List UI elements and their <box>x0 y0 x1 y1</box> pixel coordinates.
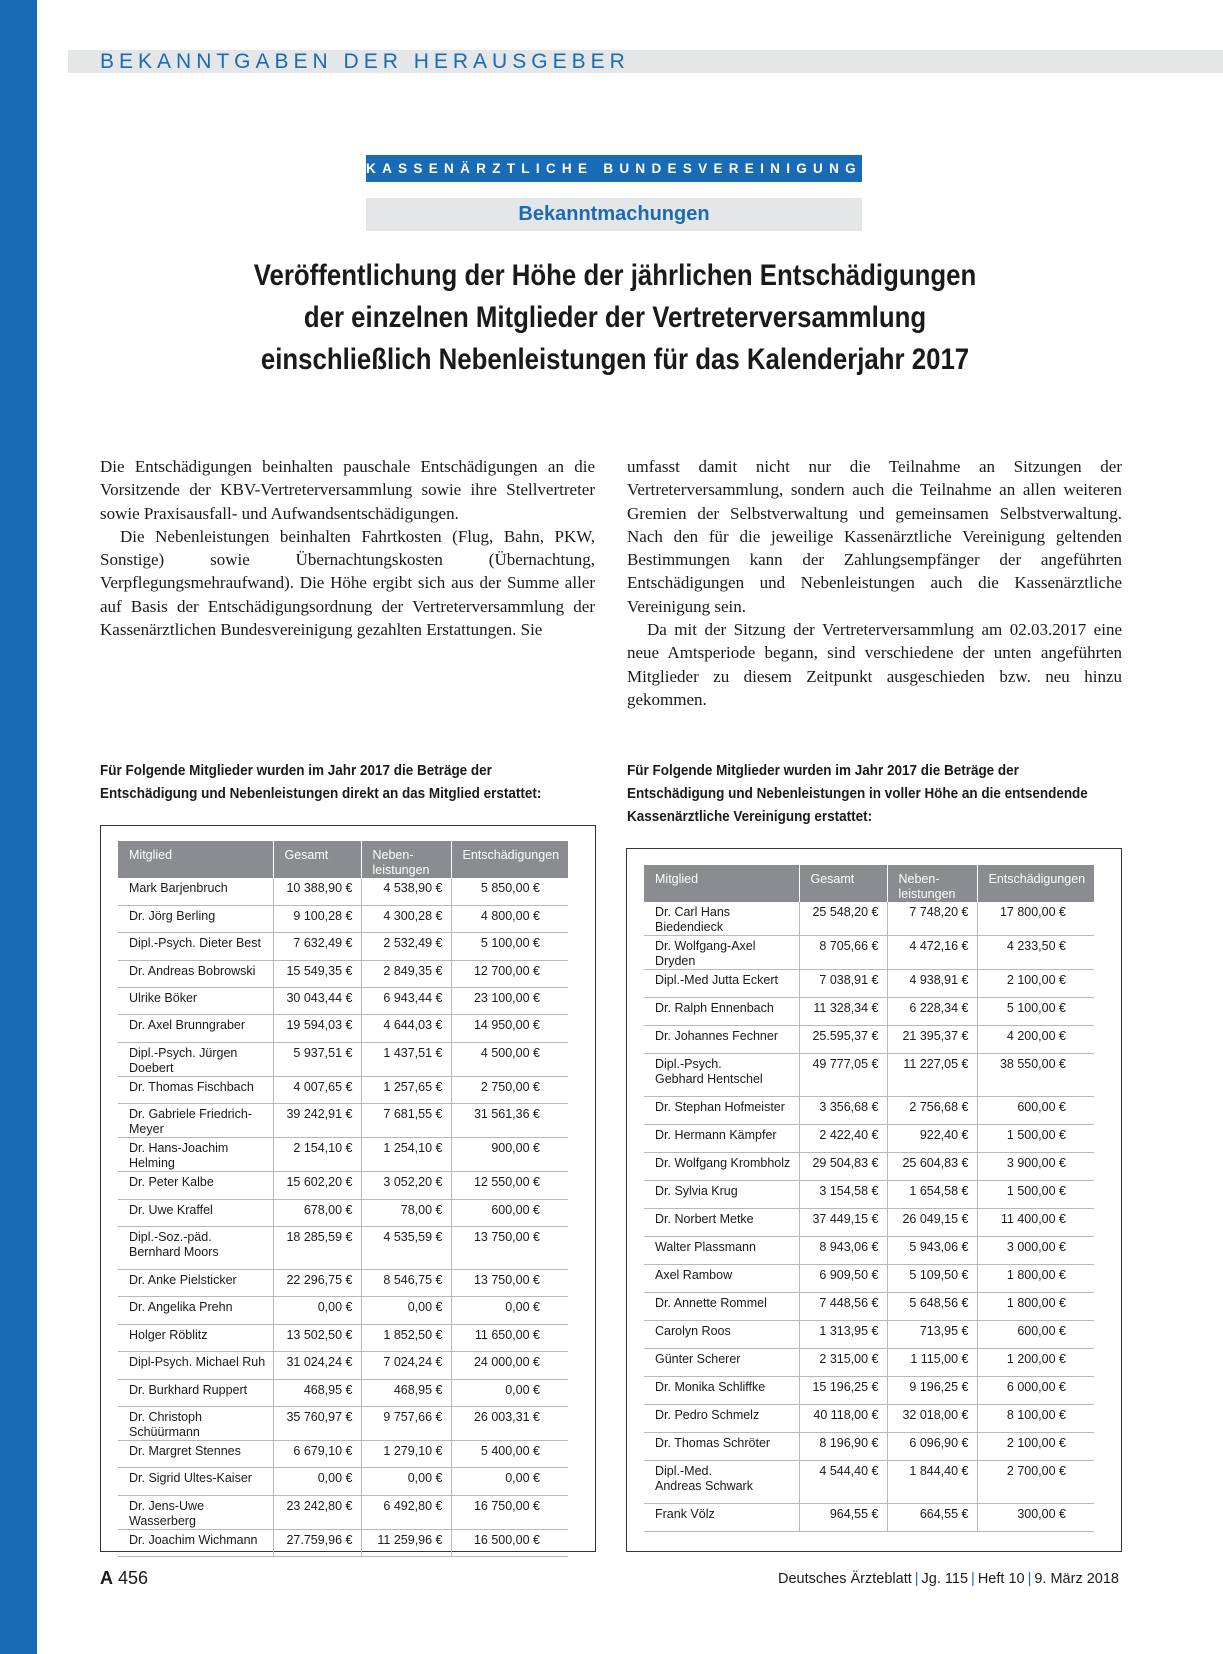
side-services-cell: 4 472,16 € <box>887 936 977 970</box>
table-row <box>644 970 1094 998</box>
compensation-cell: 2 100,00 € <box>977 1433 1094 1461</box>
column-header-side-services: Neben- leistungen <box>361 841 451 878</box>
category-band: Bekanntmachungen <box>366 198 862 231</box>
member-name-cell: Frank Völz <box>644 1504 799 1532</box>
member-name-cell: Dr. Axel Brunngraber <box>118 1015 273 1042</box>
member-name-cell: Dr. Wolfgang-Axel Dryden <box>644 936 799 970</box>
side-services-cell: 664,55 € <box>887 1504 977 1532</box>
total-cell: 25 548,20 € <box>799 902 887 936</box>
journal-volume: Jg. 115 <box>921 1571 969 1587</box>
table-row <box>118 1015 568 1042</box>
journal-footer <box>778 1571 1119 1587</box>
total-cell: 23 242,80 € <box>273 1495 361 1529</box>
separator: | <box>1027 1571 1032 1587</box>
column-header-total: Gesamt <box>799 865 887 902</box>
side-services-cell: 2 756,68 € <box>887 1097 977 1125</box>
compensation-cell: 6 000,00 € <box>977 1377 1094 1405</box>
member-name-cell: Holger Röblitz <box>118 1324 273 1351</box>
compensation-cell: 4 233,50 € <box>977 936 1094 970</box>
member-name-cell: Axel Rambow <box>644 1265 799 1293</box>
table-row <box>644 1504 1094 1532</box>
table-row <box>644 936 1094 970</box>
table-row <box>644 1349 1094 1377</box>
title-line: Veröffentlichung der Höhe der jährlichen Entschädigungen <box>253 259 977 292</box>
page-number-value: 456 <box>118 1568 149 1588</box>
compensation-cell: 600,00 € <box>451 1199 568 1226</box>
total-cell: 35 760,97 € <box>273 1406 361 1440</box>
total-cell: 25.595,37 € <box>799 1026 887 1054</box>
side-services-cell: 1 654,58 € <box>887 1181 977 1209</box>
member-name-cell: Dr. Margret Stennes <box>118 1440 273 1467</box>
compensation-cell: 5 850,00 € <box>451 878 568 905</box>
table-row <box>118 878 568 905</box>
member-name-cell: Dipl.-Med Jutta Eckert <box>644 970 799 998</box>
side-services-cell: 7 681,55 € <box>361 1104 451 1138</box>
compensation-cell: 1 800,00 € <box>977 1293 1094 1321</box>
compensation-cell: 600,00 € <box>977 1321 1094 1349</box>
member-name-cell: Dipl-Psych. Michael Ruh <box>118 1352 273 1379</box>
side-services-cell: 26 049,15 € <box>887 1209 977 1237</box>
total-cell: 7 038,91 € <box>799 970 887 998</box>
member-name-cell: Dr. Thomas Schröter <box>644 1433 799 1461</box>
compensation-cell: 300,00 € <box>977 1504 1094 1532</box>
total-cell: 31 024,24 € <box>273 1352 361 1379</box>
side-services-cell: 5 648,56 € <box>887 1293 977 1321</box>
table-row <box>118 1468 568 1495</box>
member-name-cell: Dr. Hans-Joachim Helming <box>118 1138 273 1172</box>
side-services-cell: 4 300,28 € <box>361 905 451 932</box>
member-name-cell: Dr. Peter Kalbe <box>118 1172 273 1199</box>
side-services-cell: 5 109,50 € <box>887 1265 977 1293</box>
table-row <box>118 1352 568 1379</box>
member-name-cell: Dipl.-Psych. Dieter Best <box>118 933 273 960</box>
member-name-cell: Ulrike Böker <box>118 988 273 1015</box>
total-cell: 0,00 € <box>273 1297 361 1324</box>
side-services-cell: 713,95 € <box>887 1321 977 1349</box>
total-cell: 39 242,91 € <box>273 1104 361 1138</box>
table-row <box>118 1138 568 1172</box>
compensation-cell: 1 500,00 € <box>977 1181 1094 1209</box>
table-row <box>644 1054 1094 1097</box>
table-row <box>644 1026 1094 1054</box>
side-services-cell: 468,95 € <box>361 1379 451 1406</box>
total-cell: 8 196,90 € <box>799 1433 887 1461</box>
compensation-cell: 13 750,00 € <box>451 1227 568 1270</box>
side-services-cell: 6 228,34 € <box>887 998 977 1026</box>
total-cell: 49 777,05 € <box>799 1054 887 1097</box>
compensation-table-direct <box>118 841 568 1557</box>
side-services-cell: 0,00 € <box>361 1468 451 1495</box>
member-name-cell: Dr. Annette Rommel <box>644 1293 799 1321</box>
side-services-cell: 1 844,40 € <box>887 1461 977 1504</box>
member-name-cell: Dr. Jens-Uwe Wasserberg <box>118 1495 273 1529</box>
compensation-cell: 24 000,00 € <box>451 1352 568 1379</box>
compensation-cell: 4 200,00 € <box>977 1026 1094 1054</box>
member-name-cell: Dr. Uwe Kraffel <box>118 1199 273 1226</box>
total-cell: 6 909,50 € <box>799 1265 887 1293</box>
side-services-cell: 1 115,00 € <box>887 1349 977 1377</box>
table-right-body <box>644 902 1094 1532</box>
table-row <box>644 1461 1094 1504</box>
table-row <box>118 1297 568 1324</box>
member-name-cell: Mark Barjenbruch <box>118 878 273 905</box>
member-name-cell: Dr. Thomas Fischbach <box>118 1076 273 1103</box>
compensation-cell: 8 100,00 € <box>977 1405 1094 1433</box>
total-cell: 4 544,40 € <box>799 1461 887 1504</box>
compensation-cell: 17 800,00 € <box>977 902 1094 936</box>
table-row <box>118 933 568 960</box>
table-row <box>118 1042 568 1076</box>
total-cell: 30 043,44 € <box>273 988 361 1015</box>
side-services-cell: 32 018,00 € <box>887 1405 977 1433</box>
journal-issue: Heft 10 <box>977 1571 1025 1587</box>
side-services-cell: 3 052,20 € <box>361 1172 451 1199</box>
total-cell: 964,55 € <box>799 1504 887 1532</box>
member-name-cell: Dipl.-Psych. Gebhard Hentschel <box>644 1054 799 1097</box>
body-paragraph: Die Entschädigungen beinhalten pauschale Entschädigungen an die Vorsitzende der KBV-Vertreterversammlung sowie ihre Stellvertreter sowie Praxisausfall- und Aufwandsentschädigungen. <box>100 457 595 523</box>
page-prefix: A <box>100 1568 113 1588</box>
section-header: BEKANNTGABEN DER HERAUSGEBER <box>100 50 630 73</box>
side-services-cell: 11 259,96 € <box>361 1529 451 1556</box>
compensation-cell: 12 700,00 € <box>451 960 568 987</box>
side-services-cell: 7 748,20 € <box>887 902 977 936</box>
total-cell: 4 007,65 € <box>273 1076 361 1103</box>
total-cell: 29 504,83 € <box>799 1153 887 1181</box>
compensation-cell: 4 800,00 € <box>451 905 568 932</box>
side-services-cell: 6 096,90 € <box>887 1433 977 1461</box>
member-name-cell: Dr. Angelika Prehn <box>118 1297 273 1324</box>
member-name-cell: Dr. Anke Pielsticker <box>118 1270 273 1297</box>
member-name-cell: Dr. Burkhard Ruppert <box>118 1379 273 1406</box>
side-services-cell: 1 279,10 € <box>361 1440 451 1467</box>
side-services-cell: 4 938,91 € <box>887 970 977 998</box>
left-color-bar <box>0 0 37 1654</box>
total-cell: 7 448,56 € <box>799 1293 887 1321</box>
table-row <box>644 998 1094 1026</box>
table-row <box>118 1495 568 1529</box>
side-services-cell: 0,00 € <box>361 1297 451 1324</box>
table-row <box>118 1172 568 1199</box>
member-name-cell: Dr. Sylvia Krug <box>644 1181 799 1209</box>
total-cell: 3 356,68 € <box>799 1097 887 1125</box>
member-name-cell: Dr. Norbert Metke <box>644 1209 799 1237</box>
side-services-cell: 21 395,37 € <box>887 1026 977 1054</box>
table-row <box>644 1153 1094 1181</box>
member-name-cell: Dr. Johannes Fechner <box>644 1026 799 1054</box>
total-cell: 7 632,49 € <box>273 933 361 960</box>
member-name-cell: Dr. Ralph Ennenbach <box>644 998 799 1026</box>
body-paragraph-continued: Die Nebenleistungen beinhalten Fahrtkosten (Flug, Bahn, PKW, Sonstige) sowie Übernachtungskosten (Übernachtung, Verpflegungsmehraufwand). Die Höhe ergibt sich aus der Summe aller auf Basis der Entschädigungsordnung der Vertreterversammlung der Kassenärztlichen Bundesvereinigung gezahlten Erstattungen. Sie <box>100 526 595 640</box>
table-row <box>118 905 568 932</box>
organization-band: KASSENÄRZTLICHE BUNDESVEREINIGUNG <box>366 155 862 182</box>
column-header-compensation: Entschädigungen <box>451 841 568 878</box>
total-cell: 22 296,75 € <box>273 1270 361 1297</box>
compensation-cell: 5 100,00 € <box>977 998 1094 1026</box>
body-paragraph-continuation: umfasst damit nicht nur die Teilnahme an Sitzungen der Vertreterversammlung, sondern auch die Teilnahme an allen weiteren Gremien der Selbstverwaltung und gemeinsamen Selbstverwaltung. Nach den für die jeweilige Kassenärztliche Vereinigung geltenden Bestimmungen kann der Zahlungsempfänger der angeführten Entschädigungen und Nebenleistungen auch die Kassenärztliche Vereinigung sein. <box>627 457 1122 616</box>
total-cell: 40 118,00 € <box>799 1405 887 1433</box>
side-services-cell: 6 943,44 € <box>361 988 451 1015</box>
compensation-cell: 11 650,00 € <box>451 1324 568 1351</box>
table-row <box>644 1377 1094 1405</box>
table-left-box <box>100 825 596 1552</box>
title-line: der einzelnen Mitglieder der Vertreterversammlung <box>303 301 927 334</box>
separator: | <box>914 1571 919 1587</box>
member-name-cell: Dipl.-Soz.-päd. Bernhard Moors <box>118 1227 273 1270</box>
body-column-right <box>627 455 1122 711</box>
compensation-cell: 13 750,00 € <box>451 1270 568 1297</box>
table-header-row <box>118 841 568 878</box>
table-row <box>118 1199 568 1226</box>
compensation-cell: 0,00 € <box>451 1297 568 1324</box>
column-header-side-services: Neben- leistungen <box>887 865 977 902</box>
compensation-cell: 0,00 € <box>451 1468 568 1495</box>
table-row <box>644 1209 1094 1237</box>
total-cell: 10 388,90 € <box>273 878 361 905</box>
compensation-cell: 0,00 € <box>451 1379 568 1406</box>
table-row <box>118 1529 568 1556</box>
side-services-cell: 1 852,50 € <box>361 1324 451 1351</box>
total-cell: 6 679,10 € <box>273 1440 361 1467</box>
total-cell: 1 313,95 € <box>799 1321 887 1349</box>
total-cell: 8 705,66 € <box>799 936 887 970</box>
journal-date: 9. März 2018 <box>1034 1571 1119 1587</box>
compensation-cell: 31 561,36 € <box>451 1104 568 1138</box>
total-cell: 468,95 € <box>273 1379 361 1406</box>
compensation-cell: 11 400,00 € <box>977 1209 1094 1237</box>
side-services-cell: 78,00 € <box>361 1199 451 1226</box>
side-services-cell: 9 757,66 € <box>361 1406 451 1440</box>
separator: | <box>971 1571 975 1587</box>
total-cell: 2 315,00 € <box>799 1349 887 1377</box>
body-paragraph: Da mit der Sitzung der Vertreterversammlung am 02.03.2017 eine neue Amtsperiode begann, sind verschiedene der unten angeführten Mitglieder zu diesem Zeitpunkt ausgeschieden bzw. neu hinzu gekommen. <box>627 620 1122 709</box>
total-cell: 0,00 € <box>273 1468 361 1495</box>
side-services-cell: 1 257,65 € <box>361 1076 451 1103</box>
side-services-cell: 4 535,59 € <box>361 1227 451 1270</box>
table-left-heading: Für Folgende Mitglieder wurden im Jahr 2017 die Beträge der Entschädigung und Nebenleistungen direkt an das Mitglied erstattet: <box>100 763 542 802</box>
total-cell: 11 328,34 € <box>799 998 887 1026</box>
table-row <box>118 988 568 1015</box>
side-services-cell: 25 604,83 € <box>887 1153 977 1181</box>
total-cell: 5 937,51 € <box>273 1042 361 1076</box>
total-cell: 37 449,15 € <box>799 1209 887 1237</box>
table-row <box>118 1379 568 1406</box>
table-right-heading: Für Folgende Mitglieder wurden im Jahr 2017 die Beträge der Entschädigung und Nebenleistungen in voller Höhe an die entsendende Kassenärztliche Vereinigung erstattet: <box>627 763 1088 825</box>
total-cell: 18 285,59 € <box>273 1227 361 1270</box>
member-name-cell: Dr. Jörg Berling <box>118 905 273 932</box>
table-row <box>118 1270 568 1297</box>
compensation-cell: 900,00 € <box>451 1138 568 1172</box>
table-row <box>644 1321 1094 1349</box>
compensation-cell: 1 800,00 € <box>977 1265 1094 1293</box>
total-cell: 9 100,28 € <box>273 905 361 932</box>
column-header-total: Gesamt <box>273 841 361 878</box>
total-cell: 15 602,20 € <box>273 1172 361 1199</box>
member-name-cell: Dipl.-Psych. Jürgen Doebert <box>118 1042 273 1076</box>
compensation-cell: 3 900,00 € <box>977 1153 1094 1181</box>
side-services-cell: 1 254,10 € <box>361 1138 451 1172</box>
compensation-cell: 23 100,00 € <box>451 988 568 1015</box>
side-services-cell: 6 492,80 € <box>361 1495 451 1529</box>
total-cell: 2 422,40 € <box>799 1125 887 1153</box>
side-services-cell: 922,40 € <box>887 1125 977 1153</box>
side-services-cell: 5 943,06 € <box>887 1237 977 1265</box>
member-name-cell: Günter Scherer <box>644 1349 799 1377</box>
compensation-cell: 5 100,00 € <box>451 933 568 960</box>
title-line: einschließlich Nebenleistungen für das Kalenderjahr 2017 <box>260 343 970 376</box>
column-header-member: Mitglied <box>118 841 273 878</box>
compensation-cell: 1 500,00 € <box>977 1125 1094 1153</box>
table-row <box>644 1125 1094 1153</box>
table-row <box>644 1293 1094 1321</box>
side-services-cell: 7 024,24 € <box>361 1352 451 1379</box>
journal-name: Deutsches Ärzteblatt <box>777 1571 912 1587</box>
table-row <box>118 1104 568 1138</box>
column-header-compensation: Entschädigungen <box>977 865 1094 902</box>
body-column-left <box>100 455 595 641</box>
table-row <box>118 960 568 987</box>
table-header-row <box>644 865 1094 902</box>
member-name-cell: Dr. Stephan Hofmeister <box>644 1097 799 1125</box>
table-row <box>118 1324 568 1351</box>
total-cell: 2 154,10 € <box>273 1138 361 1172</box>
member-name-cell: Dipl.-Med. Andreas Schwark <box>644 1461 799 1504</box>
table-row <box>118 1406 568 1440</box>
member-name-cell: Dr. Carl Hans Biedendieck <box>644 902 799 936</box>
member-name-cell: Carolyn Roos <box>644 1321 799 1349</box>
table-row <box>644 1097 1094 1125</box>
table-row <box>118 1227 568 1270</box>
total-cell: 19 594,03 € <box>273 1015 361 1042</box>
side-services-cell: 4 644,03 € <box>361 1015 451 1042</box>
table-row <box>644 902 1094 936</box>
member-name-cell: Dr. Hermann Kämpfer <box>644 1125 799 1153</box>
compensation-cell: 12 550,00 € <box>451 1172 568 1199</box>
compensation-cell: 600,00 € <box>977 1097 1094 1125</box>
member-name-cell: Dr. Joachim Wichmann <box>118 1529 273 1556</box>
compensation-cell: 5 400,00 € <box>451 1440 568 1467</box>
compensation-cell: 14 950,00 € <box>451 1015 568 1042</box>
side-services-cell: 8 546,75 € <box>361 1270 451 1297</box>
compensation-cell: 2 100,00 € <box>977 970 1094 998</box>
side-services-cell: 9 196,25 € <box>887 1377 977 1405</box>
member-name-cell: Walter Plassmann <box>644 1237 799 1265</box>
total-cell: 13 502,50 € <box>273 1324 361 1351</box>
compensation-cell: 1 200,00 € <box>977 1349 1094 1377</box>
table-right-box <box>626 848 1122 1552</box>
table-row <box>644 1405 1094 1433</box>
compensation-table-kv <box>644 865 1094 1532</box>
table-row <box>644 1237 1094 1265</box>
compensation-cell: 16 500,00 € <box>451 1529 568 1556</box>
compensation-cell: 3 000,00 € <box>977 1237 1094 1265</box>
member-name-cell: Dr. Monika Schliffke <box>644 1377 799 1405</box>
total-cell: 15 549,35 € <box>273 960 361 987</box>
total-cell: 8 943,06 € <box>799 1237 887 1265</box>
total-cell: 27.759,96 € <box>273 1529 361 1556</box>
table-row <box>644 1265 1094 1293</box>
member-name-cell: Dr. Andreas Bobrowski <box>118 960 273 987</box>
member-name-cell: Dr. Christoph Schüürmann <box>118 1406 273 1440</box>
compensation-cell: 26 003,31 € <box>451 1406 568 1440</box>
compensation-cell: 16 750,00 € <box>451 1495 568 1529</box>
compensation-cell: 2 700,00 € <box>977 1461 1094 1504</box>
table-row <box>644 1181 1094 1209</box>
member-name-cell: Dr. Sigrid Ultes-Kaiser <box>118 1468 273 1495</box>
side-services-cell: 2 849,35 € <box>361 960 451 987</box>
side-services-cell: 11 227,05 € <box>887 1054 977 1097</box>
compensation-cell: 38 550,00 € <box>977 1054 1094 1097</box>
total-cell: 15 196,25 € <box>799 1377 887 1405</box>
total-cell: 3 154,58 € <box>799 1181 887 1209</box>
compensation-cell: 4 500,00 € <box>451 1042 568 1076</box>
table-row <box>118 1076 568 1103</box>
side-services-cell: 4 538,90 € <box>361 878 451 905</box>
table-left-body <box>118 878 568 1557</box>
table-row <box>118 1440 568 1467</box>
column-header-member: Mitglied <box>644 865 799 902</box>
total-cell: 678,00 € <box>273 1199 361 1226</box>
side-services-cell: 2 532,49 € <box>361 933 451 960</box>
article-title <box>215 255 1015 381</box>
member-name-cell: Dr. Wolfgang Krombholz <box>644 1153 799 1181</box>
compensation-cell: 2 750,00 € <box>451 1076 568 1103</box>
member-name-cell: Dr. Pedro Schmelz <box>644 1405 799 1433</box>
table-row <box>644 1433 1094 1461</box>
page-number <box>100 1568 148 1589</box>
side-services-cell: 1 437,51 € <box>361 1042 451 1076</box>
member-name-cell: Dr. Gabriele Friedrich-Meyer <box>118 1104 273 1138</box>
